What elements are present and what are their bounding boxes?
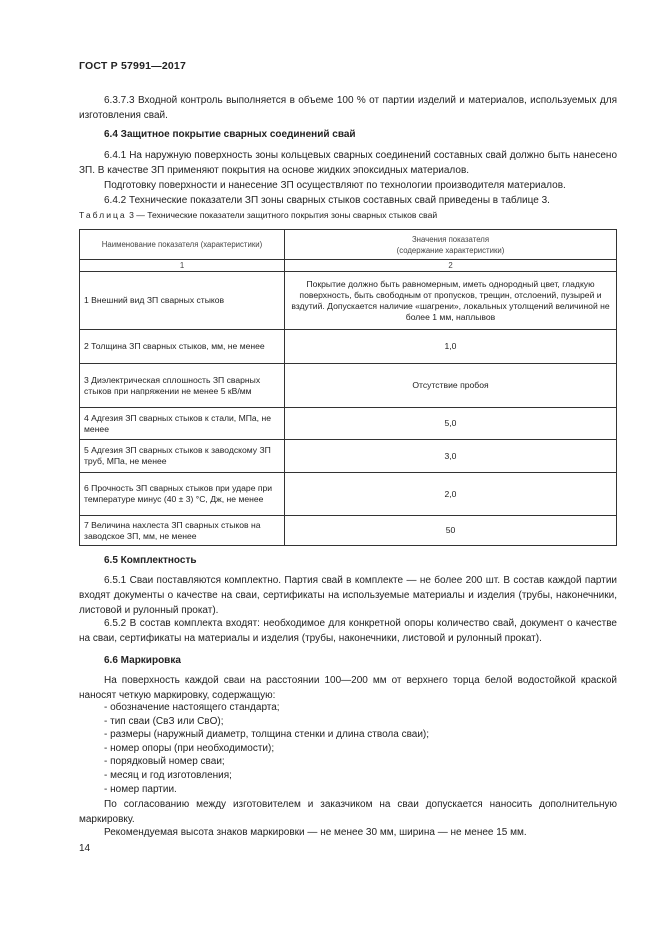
table-cell-value: Покрытие должно быть равномерным, иметь однородный цвет, гладкую поверхность, быть свободным от пропусков, трещин, отслоений, пузырей и вздутий. Допускается наличие «шагрени», локальных утолщений величиной не более 1 мм, наплывов	[285, 272, 617, 330]
paragraph-6-4-1b: Подготовку поверхности и нанесение ЗП осуществляют по технологии производителя материалов.	[104, 180, 566, 191]
table-row	[80, 364, 617, 408]
paragraph-6-4-2: 6.4.2 Технические показатели ЗП зоны сварных стыков составных свай приведены в таблице 3.	[104, 195, 550, 206]
technical-indicators-table	[79, 229, 617, 546]
table-caption-text: 3 — Технические показатели защитного покрытия зоны сварных стыков свай	[129, 210, 438, 220]
table-caption	[79, 210, 437, 220]
list-item: - номер партии.	[104, 783, 429, 797]
section-heading-6-4: 6.4 Защитное покрытие сварных соединений свай	[104, 129, 356, 140]
paragraph-6-6-1: На поверхность каждой сваи на расстоянии 100—200 мм от верхнего торца белой водостойкой краской наносят четкую маркировку, содержащую:	[79, 675, 617, 701]
paragraph-6-4-1: 6.4.1 На наружную поверхность зоны кольцевых сварных соединений составных свай должно быть нанесено ЗП. В качестве ЗП применяют покрытия на основе жидких эпоксидных материалов.	[79, 150, 617, 176]
table-cell-name: 7 Величина нахлеста ЗП сварных стыков на заводское ЗП, мм, не менее	[80, 516, 285, 546]
table-header-col2-line2: (содержание характеристики)	[396, 245, 505, 255]
section-heading-6-6: 6.6 Маркировка	[104, 655, 181, 666]
table-cell-name: 4 Адгезия ЗП сварных стыков к стали, МПа, не менее	[80, 408, 285, 440]
paragraph-6-6-3: Рекомендуемая высота знаков маркировки — не менее 30 мм, ширина — не менее 15 мм.	[104, 827, 527, 838]
page-number: 14	[79, 843, 91, 854]
list-item: - месяц и год изготовления;	[104, 769, 429, 783]
paragraph-6-5-1: 6.5.1 Сваи поставляются комплектно. Партия свай в комплекте — не более 200 шт. В состав каждой партии входят документы о качестве на сваи, сертификаты на используемые материалы и изделия (трубы, наконечники, листовой и рулонный прокат).	[79, 575, 617, 616]
table-column-numbers-row	[80, 260, 617, 272]
table-row	[80, 330, 617, 364]
table-cell-name: 3 Диэлектрическая сплошность ЗП сварных стыков при напряжении не менее 5 кВ/мм	[80, 364, 285, 408]
table-header-col2	[285, 230, 617, 260]
paragraph-6-5-2: 6.5.2 В состав комплекта входят: необходимое для конкретной опоры количество свай, документ о качестве на сваи, сертификаты на материалы и изделия (трубы, наконечники, листовой и рулонный прокат).	[79, 618, 617, 644]
document-header: ГОСТ Р 57991—2017	[79, 60, 187, 72]
table-cell-value: 50	[285, 516, 617, 546]
table-row	[80, 440, 617, 473]
table-cell-name: 5 Адгезия ЗП сварных стыков к заводскому ЗП труб, МПа, не менее	[80, 440, 285, 473]
table-caption-prefix: Таблица	[79, 210, 127, 220]
list-item: - размеры (наружный диаметр, толщина стенки и длина ствола сваи);	[104, 728, 429, 742]
table-cell-value: 2,0	[285, 473, 617, 516]
marking-contents-list	[104, 701, 429, 796]
table-cell-value: 5,0	[285, 408, 617, 440]
table-cell-name: 2 Толщина ЗП сварных стыков, мм, не менее	[80, 330, 285, 364]
list-item: - тип сваи (СвЗ или СвО);	[104, 715, 429, 729]
list-item: - порядковый номер сваи;	[104, 755, 429, 769]
section-heading-6-5: 6.5 Комплектность	[104, 555, 197, 566]
table-col2-number: 2	[285, 260, 617, 272]
table-cell-name: 1 Внешний вид ЗП сварных стыков	[80, 272, 285, 330]
table-cell-value: Отсутствие пробоя	[285, 364, 617, 408]
table-col1-number: 1	[80, 260, 285, 272]
table-header-col2-line1: Значения показателя	[411, 234, 490, 244]
list-item: - номер опоры (при необходимости);	[104, 742, 429, 756]
table-cell-name: 6 Прочность ЗП сварных стыков при ударе при температуре минус (40 ± 3) °С, Дж, не менее	[80, 473, 285, 516]
table-cell-value: 1,0	[285, 330, 617, 364]
table-row	[80, 272, 617, 330]
paragraph-6-6-2: По согласованию между изготовителем и заказчиком на сваи допускается наносить дополнительную маркировку.	[79, 799, 617, 825]
table-header-col1: Наименование показателя (характеристики)	[80, 230, 285, 260]
table-row	[80, 473, 617, 516]
table-row	[80, 408, 617, 440]
table-header-row	[80, 230, 617, 260]
list-item: - обозначение настоящего стандарта;	[104, 701, 429, 715]
paragraph-6-3-7-3: 6.3.7.3 Входной контроль выполняется в объеме 100 % от партии изделий и материалов, используемых для изготовления свай.	[79, 95, 617, 121]
table-cell-value: 3,0	[285, 440, 617, 473]
table-row	[80, 516, 617, 546]
